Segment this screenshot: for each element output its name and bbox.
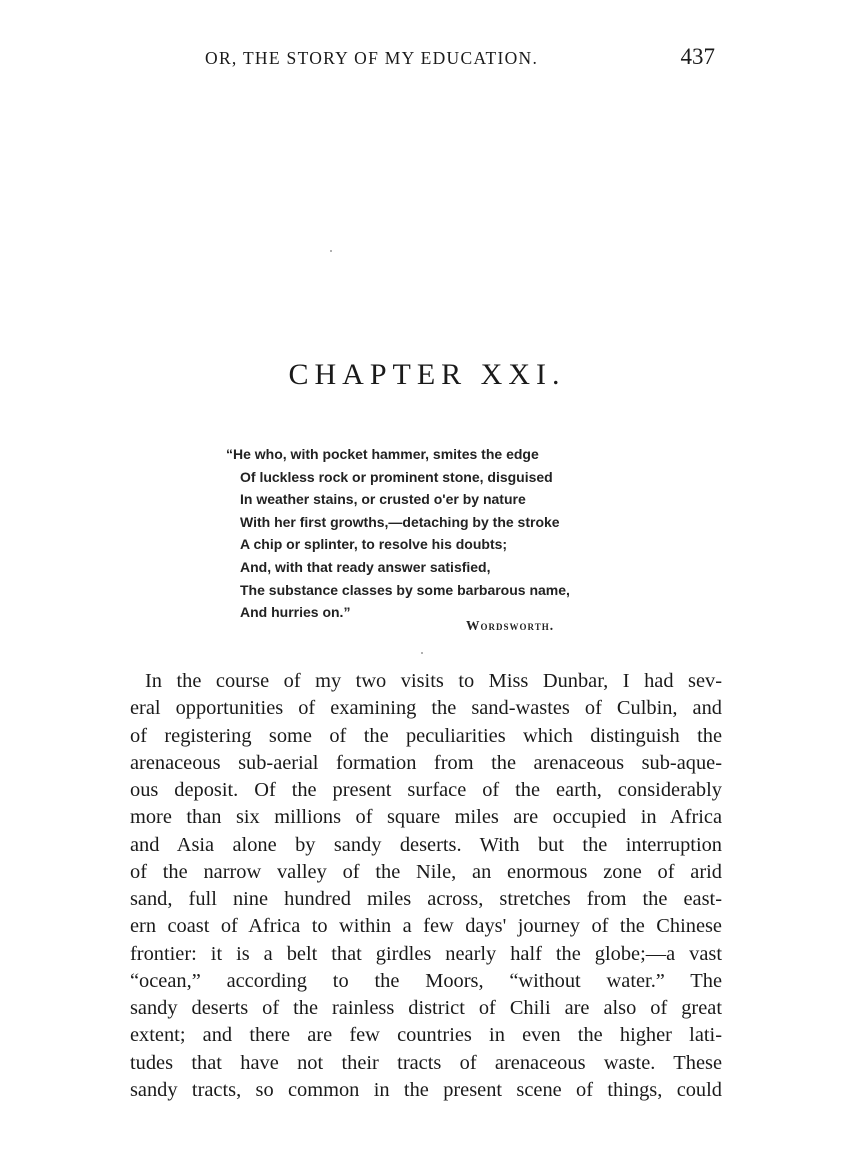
body-line: arenaceous sub-aerial formation from the arenaceous sub-aque-	[130, 751, 722, 774]
epigraph-line: And hurries on.”	[240, 604, 351, 621]
epigraph-line: Of luckless rock or prominent stone, disguised	[240, 468, 553, 485]
body-line: of the narrow valley of the Nile, an enormous zone of arid	[130, 860, 722, 883]
epigraph-line: The substance classes by some barbarous name,	[240, 581, 570, 598]
epigraph-line: In weather stains, or crusted o'er by nature	[240, 491, 526, 508]
chapter-title: CHAPTER XXI.	[288, 358, 566, 391]
body-line: eral opportunities of examining the sand-wastes of Culbin, and	[130, 697, 722, 720]
print-speck	[421, 652, 423, 654]
epigraph-line: And, with that ready answer satisfied,	[240, 558, 491, 575]
body-paragraph	[130, 668, 722, 1104]
body-line: sandy deserts of the rainless district of Chili are also of great	[130, 997, 722, 1019]
body-line: frontier: it is a belt that girdles nearly half the globe;—a vast	[130, 942, 722, 965]
epigraph-line: A chip or splinter, to resolve his doubts;	[240, 536, 508, 553]
body-line: tudes that have not their tracts of arenaceous waste. These	[130, 1051, 722, 1074]
body-line: “ocean,” according to the Moors, “without water.” The	[130, 969, 722, 992]
epigraph-attribution: Wordsworth.	[466, 618, 555, 633]
epigraph-line: With her first growths,—detaching by the stroke	[240, 513, 560, 530]
body-line: In the course of my two visits to Miss Dunbar, I had sev-	[145, 670, 722, 692]
body-line: ous deposit. Of the present surface of the earth, considerably	[130, 779, 722, 801]
body-line: ern coast of Africa to within a few days' journey of the Chinese	[130, 915, 722, 938]
print-speck	[330, 250, 332, 252]
running-head	[130, 44, 715, 74]
running-title: OR, THE STORY OF MY EDUCATION.	[205, 48, 539, 68]
body-line: more than six millions of square miles are occupied in Africa	[130, 806, 722, 829]
body-line: sand, full nine hundred miles across, stretches from the east-	[130, 888, 722, 910]
epigraph-line: “He who, with pocket hammer, smites the edge	[226, 446, 539, 462]
body-line: of registering some of the peculiarities which distinguish the	[130, 724, 722, 747]
body-line: extent; and there are few countries in even the higher lati-	[130, 1024, 722, 1047]
body-line: and Asia alone by sandy deserts. With but the interruption	[130, 833, 722, 856]
body-line: sandy tracts, so common in the present scene of things, could	[130, 1078, 722, 1101]
page-number: 437	[680, 44, 715, 69]
epigraph	[226, 443, 596, 624]
